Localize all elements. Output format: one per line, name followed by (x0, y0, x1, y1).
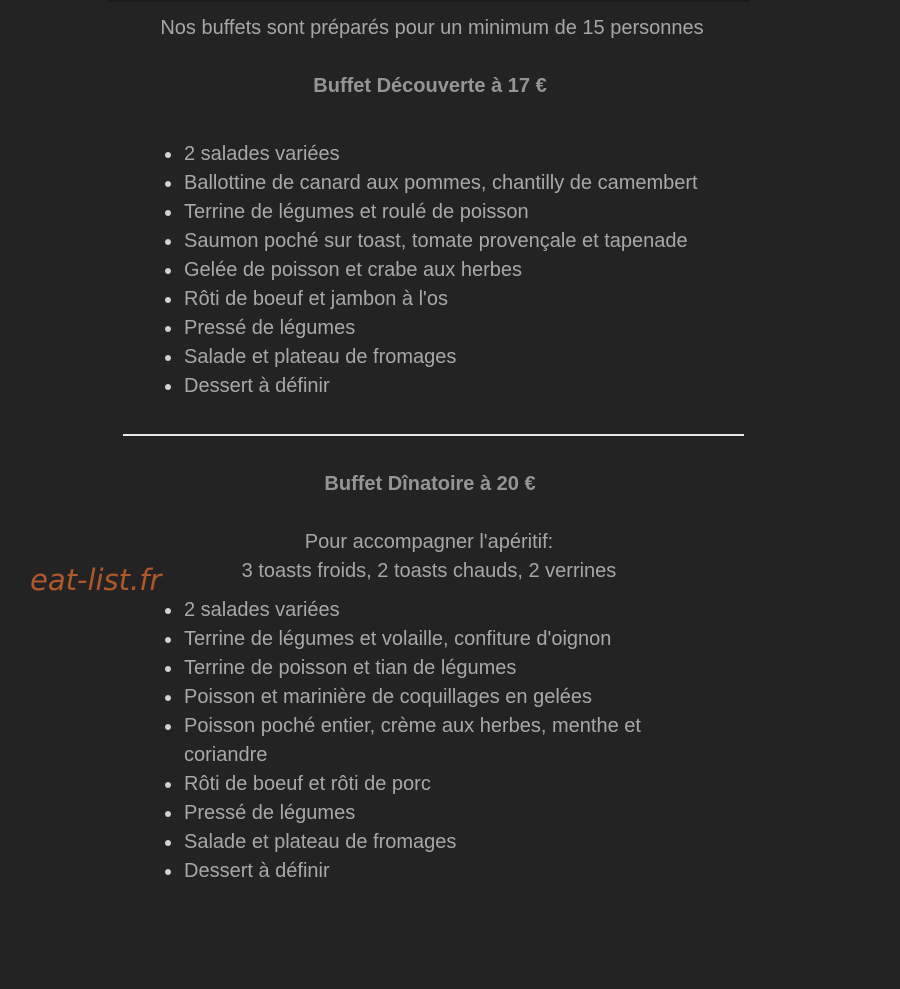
list-item: Pressé de légumes (184, 314, 744, 343)
list-item: Terrine de légumes et roulé de poisson (184, 198, 744, 227)
list-item: Ballottine de canard aux pommes, chantilly de camembert (184, 169, 744, 198)
list-item: Salade et plateau de fromages (184, 343, 744, 372)
watermark: eat-list.fr (30, 563, 162, 597)
list-item: 2 salades variées (184, 596, 684, 625)
list-item: Rôti de boeuf et jambon à l'os (184, 285, 744, 314)
list-item: Dessert à définir (184, 372, 744, 401)
aperitif-intro: Pour accompagner l'apéritif: (304, 531, 554, 553)
list-item: Terrine de poisson et tian de légumes (184, 654, 684, 683)
list-item: Terrine de légumes et volaille, confiture d'oignon (184, 625, 684, 654)
list-item: 2 salades variées (184, 140, 744, 169)
aperitif-details: 3 toasts froids, 2 toasts chauds, 2 verrines (241, 560, 617, 582)
list-item: Rôti de boeuf et rôti de porc (184, 770, 684, 799)
buffet-decouverte-title: Buffet Découverte à 17 € (313, 75, 547, 97)
list-item: Poisson poché entier, crème aux herbes, menthe et coriandre (184, 712, 684, 770)
buffet-decouverte-menu (162, 140, 744, 401)
buffet-dinatoire-menu (162, 596, 684, 886)
list-item: Pressé de légumes (184, 799, 684, 828)
list-item: Saumon poché sur toast, tomate provençale et tapenade (184, 227, 744, 256)
section-divider (123, 434, 744, 436)
intro-text: Nos buffets sont préparés pour un minimum de 15 personnes (160, 17, 704, 39)
list-item: Poisson et marinière de coquillages en gelées (184, 683, 684, 712)
list-item: Gelée de poisson et crabe aux herbes (184, 256, 744, 285)
buffet-dinatoire-title: Buffet Dînatoire à 20 € (324, 473, 536, 495)
list-item: Salade et plateau de fromages (184, 828, 684, 857)
top-rule (108, 0, 750, 2)
list-item: Dessert à définir (184, 857, 684, 886)
